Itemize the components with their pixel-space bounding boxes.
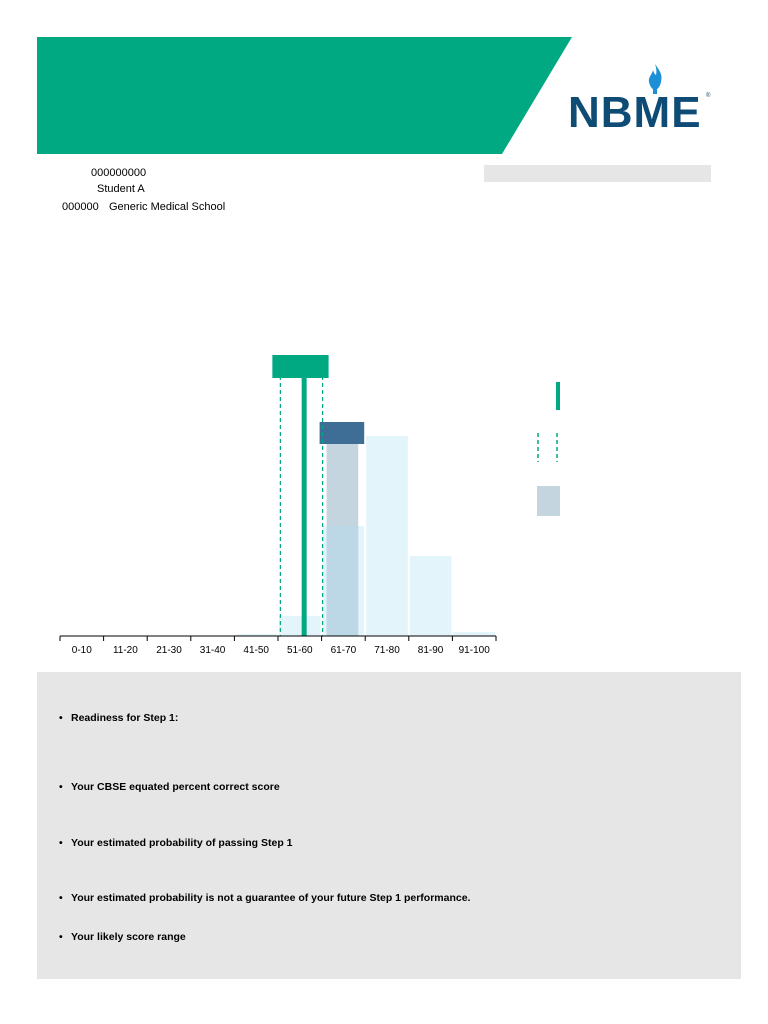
x-tick-label: 31-40 [199,645,226,656]
interpretation-panel [37,672,741,979]
bullet-dot: • [59,712,63,724]
likely-range-label-box [320,422,365,444]
x-tick-label: 0-10 [71,645,92,656]
school-code: 000000 [62,201,99,213]
bullet-text: Your estimated probability is not a guarantee of your future Step 1 performance. [71,892,471,904]
bullet-dot: • [59,837,63,849]
score-distribution-chart [40,340,600,670]
x-tick-label: 51-60 [287,645,313,656]
likely-range-lower-bar [327,526,359,636]
bullet-readiness [59,712,178,724]
x-tick-label: 71-80 [374,645,400,656]
histogram-bar [366,436,408,636]
student-name: Student A [97,183,145,195]
bullet-text: Your estimated probability of passing Step 1 [71,837,293,849]
x-tick-label: 41-50 [243,645,269,656]
bullet-guarantee [59,892,470,904]
x-tick-label: 21-30 [156,645,182,656]
histogram-bar [410,556,452,636]
banner-green-shape [37,37,572,154]
bullet-text: Readiness for Step 1: [71,712,179,724]
legend-shaded-box [537,486,560,516]
bullet-probability [59,837,293,849]
bullet-dot: • [59,781,63,793]
bullet-text: Your likely score range [71,931,186,943]
x-tick-label: 11-20 [112,645,138,656]
bullet-text: Your CBSE equated percent correct score [71,781,280,793]
bullet-dot: • [59,931,63,943]
student-id: 000000000 [91,167,147,179]
registered-mark: ® [706,93,711,99]
histogram-bar [279,616,321,636]
x-tick-label: 81-90 [417,645,444,656]
report-date-bar [484,165,711,182]
bullet-dot: • [59,892,63,904]
bullet-cbse-score [59,781,280,793]
histogram-bar [453,632,495,636]
legend-solid-line [556,382,560,410]
score-label-box [272,355,328,378]
bullet-score-range [59,931,186,943]
x-tick-label: 91-100 [458,645,490,656]
school-name: Generic Medical School [109,201,226,213]
x-tick-label: 61-70 [330,645,357,656]
nbme-logo: NBME [568,88,702,137]
